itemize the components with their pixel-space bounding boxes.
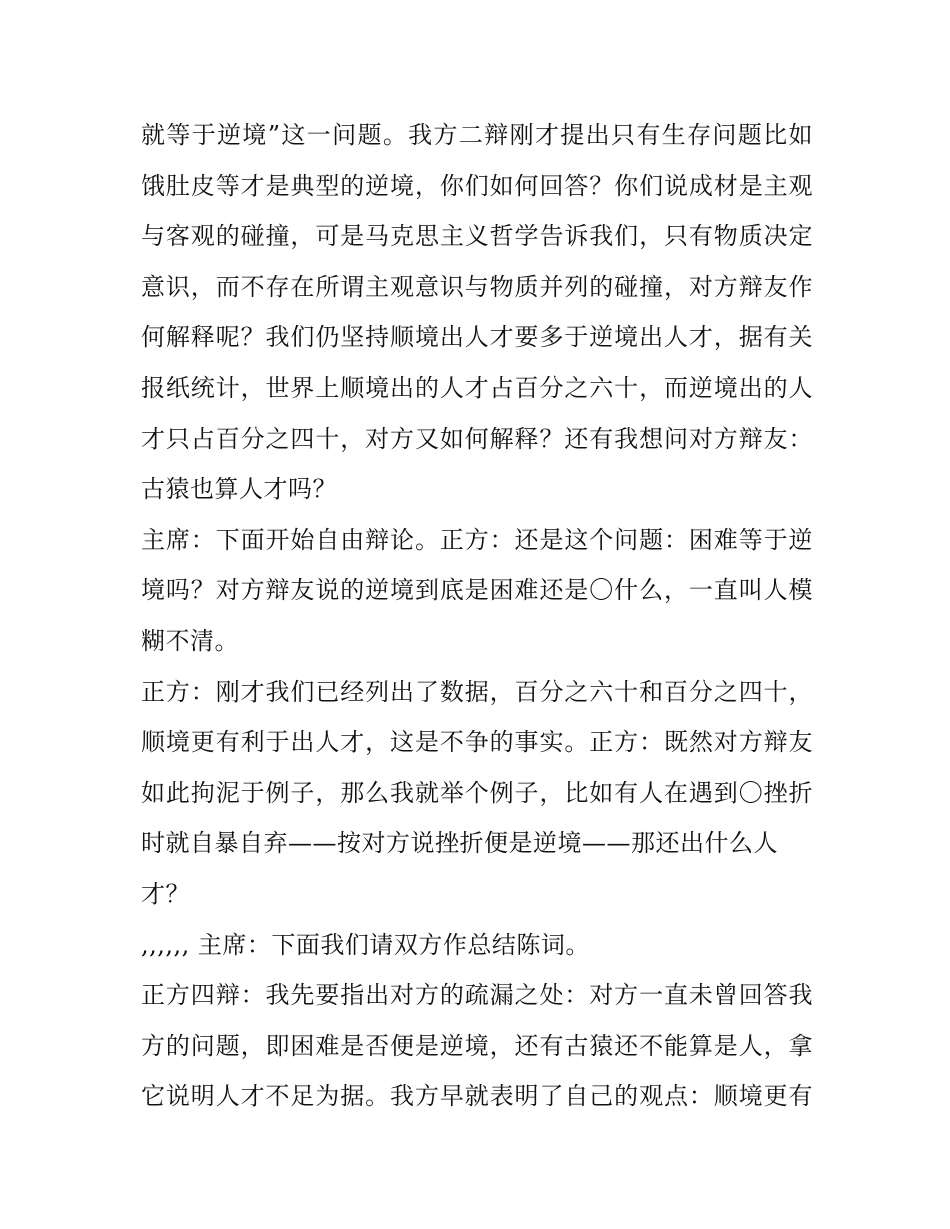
text-line: 何解释呢？我们仍坚持顺境出人才要多于逆境出人才，据有关 xyxy=(141,323,813,352)
text-line: 就等于逆境”这一问题。我方二辩刚才提出只有生存问题比如 xyxy=(141,121,813,149)
text-line: 主席：下面开始自由辩论。正方：还是这个问题：困难等于逆 xyxy=(141,525,813,554)
document-body xyxy=(141,110,813,1122)
text-line: 方的问题，即困难是否便是逆境，还有古猿还不能算是人，拿 xyxy=(141,1031,813,1060)
text-line: 才只占百分之四十，对方又如何解释？还有我想问对方辩友： xyxy=(141,424,813,453)
text-line: 顺境更有利于出人才，这是不争的事实。正方：既然对方辩友 xyxy=(141,728,813,757)
text-line: 正方：刚才我们已经列出了数据，百分之六十和百分之四十， xyxy=(141,677,813,706)
text-line: 意识，而不存在所谓主观意识与物质并列的碰撞，对方辩友作 xyxy=(141,272,813,301)
text-line: 境吗？对方辩友说的逆境到底是困难还是〇什么，一直叫人模 xyxy=(141,576,813,605)
text-line: 正方四辩：我先要指出对方的疏漏之处：对方一直未曾回答我 xyxy=(141,981,813,1010)
text-line: 如此拘泥于例子，那么我就举个例子，比如有人在遇到〇挫折 xyxy=(141,778,813,807)
text-line: 糊不清。 xyxy=(141,626,239,655)
text-line: ,,,,,, 主席：下面我们请双方作总结陈词。 xyxy=(141,930,590,959)
text-line: 饿肚皮等才是典型的逆境，你们如何回答？你们说成材是主观 xyxy=(141,171,813,200)
text-line: 时就自暴自弃——按对方说挫折便是逆境——那还出什么人 xyxy=(141,829,778,858)
text-line: 古猿也算人才吗？ xyxy=(141,475,337,504)
text-line: 与客观的碰撞，可是马克思主义哲学告诉我们，只有物质决定 xyxy=(141,222,813,251)
text-line: 它说明人才不足为据。我方早就表明了自己的观点：顺境更有 xyxy=(141,1082,813,1111)
text-line: 才？ xyxy=(141,879,190,908)
text-line: 报纸统计，世界上顺境出的人才占百分之六十，而逆境出的人 xyxy=(141,373,813,402)
